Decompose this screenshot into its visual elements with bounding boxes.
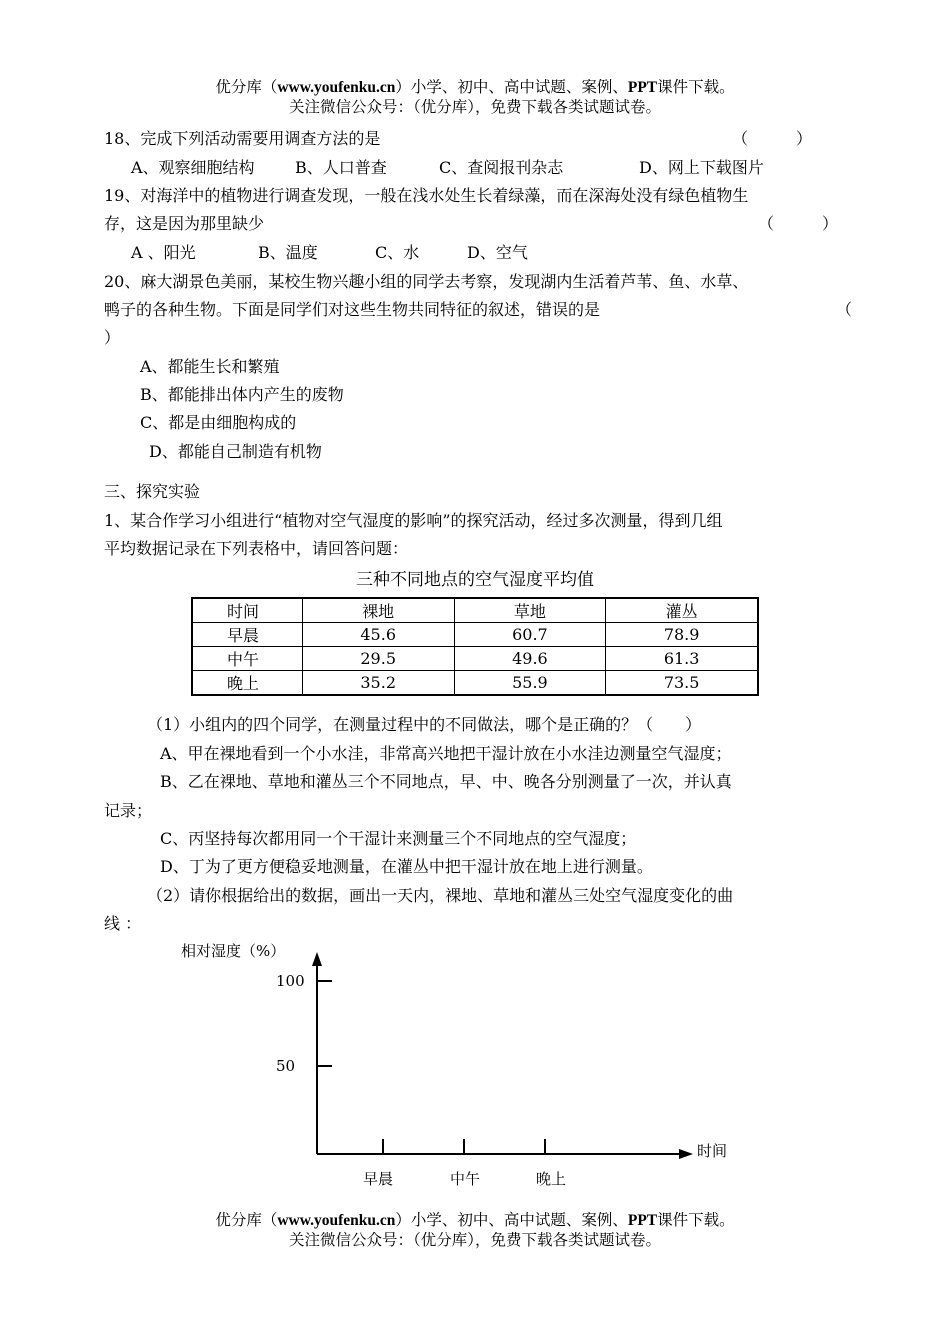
sub1-stem: （1）小组内的四个同学，在测量过程中的不同做法，哪个是正确的？（ ） — [147, 715, 702, 734]
q18-option-a: A、观察细胞结构 — [131, 158, 255, 177]
footer-site-link[interactable]: www.youfenku.cn — [277, 1212, 396, 1229]
table-cell: 29.5 — [302, 647, 454, 671]
q20-paren-open: （ — [836, 300, 853, 319]
q18-option-c: C、查阅报刊杂志 — [439, 158, 564, 177]
q20-paren-close: ） — [104, 328, 121, 347]
table-cell: 73.5 — [606, 671, 758, 696]
table-header-cell: 灌丛 — [606, 598, 758, 623]
q18-stem: 18、完成下列活动需要用调查方法的是 — [104, 129, 381, 148]
q20-option-b: B、都能排出体内产生的废物 — [140, 385, 344, 404]
q18-answer-paren: （ ） — [732, 129, 813, 148]
sub1-option-b-line-1: B、乙在裸地、草地和灌丛三个不同地点，早、中、晚各分别测量了一次，并认真 — [160, 772, 732, 791]
table-caption: 三种不同地点的空气湿度平均值 — [356, 570, 594, 590]
table-header-cell: 草地 — [454, 598, 606, 623]
x-tick-label-morning: 早晨 — [363, 1170, 394, 1188]
experiment-intro-1: 1、某合作学习小组进行“植物对空气湿度的影响”的探究活动，经过多次测量，得到几组 — [104, 511, 723, 530]
table-cell: 45.6 — [302, 623, 454, 647]
q19-line-1: 19、对海洋中的植物进行调查发现，一般在浅水处生长着绿藻，而在深海处没有绿色植物生 — [104, 186, 749, 205]
graph-y-label: 相对湿度（%） — [181, 942, 286, 960]
x-axis-arrow — [679, 1149, 693, 1159]
q18-option-b: B、人口普查 — [295, 158, 387, 177]
q19-option-c: C、水 — [375, 243, 420, 262]
q18-option-d: D、网上下载图片 — [639, 158, 764, 177]
q20-line-2: 鸭子的各种生物。下面是同学们对这些生物共同特征的叙述，错误的是 — [104, 300, 601, 319]
table-cell: 35.2 — [302, 671, 454, 696]
x-tick-label-noon: 中午 — [450, 1170, 481, 1188]
footer-line-2: 关注微信公众号：（优分库），免费下载各类试题试卷。 — [288, 1231, 661, 1249]
q20-line-1: 20、麻大湖景色美丽，某校生物兴趣小组的同学去考察，发现湖内生活着芦苇、鱼、水草、 — [104, 272, 749, 291]
q20-option-d: D、都能自己制造有机物 — [149, 442, 322, 461]
table-header-cell: 时间 — [192, 598, 302, 623]
graph-x-label: 时间 — [697, 1142, 728, 1160]
q19-line-2: 存，这是因为那里缺少 — [104, 214, 265, 233]
x-tick-label-evening: 晚上 — [536, 1170, 567, 1188]
y-tick-label-50: 50 — [276, 1057, 296, 1075]
header-line-1: 优分库（www.youfenku.cn）小学、初中、高中试题、案例、PPT课件下载。 — [215, 78, 735, 96]
sub1-option-c: C、丙坚持每次都用同一个干湿计来测量三个不同地点的空气湿度； — [160, 829, 637, 848]
section-title: 三、探究实验 — [104, 482, 201, 501]
sub1-option-a: A、甲在裸地看到一个小水洼，非常高兴地把干湿计放在小水洼边测量空气湿度； — [160, 744, 732, 763]
sub1-option-b-line-2: 记录； — [104, 801, 153, 820]
header-line-2: 关注微信公众号：（优分库），免费下载各类试题试卷。 — [288, 98, 661, 116]
sub2-line-1: （2）请你根据给出的数据，画出一天内，裸地、草地和灌丛三处空气湿度变化的曲 — [147, 886, 734, 905]
sub2-line-2: 线 ： — [104, 914, 142, 933]
table-cell: 61.3 — [606, 647, 758, 671]
table-header-cell: 裸地 — [302, 598, 454, 623]
q19-answer-paren: （ ） — [758, 214, 839, 233]
experiment-intro-2: 平均数据记录在下列表格中，请回答问题： — [104, 539, 409, 558]
table-cell: 55.9 — [454, 671, 606, 696]
y-axis-arrow — [312, 952, 322, 966]
site-link[interactable]: www.youfenku.cn — [277, 79, 396, 96]
footer-line-1: 优分库（www.youfenku.cn）小学、初中、高中试题、案例、PPT课件下载。 — [215, 1211, 735, 1229]
q19-option-a: A 、阳光 — [131, 243, 196, 262]
table-cell: 早晨 — [192, 623, 302, 647]
table-cell: 60.7 — [454, 623, 606, 647]
q20-option-a: A、都能生长和繁殖 — [140, 357, 280, 376]
sub1-option-d: D、丁为了更方便稳妥地测量，在灌丛中把干湿计放在地上进行测量。 — [160, 857, 653, 876]
table-cell: 晚上 — [192, 671, 302, 696]
table-cell: 49.6 — [454, 647, 606, 671]
y-tick-label-100: 100 — [276, 972, 305, 990]
table-cell: 中午 — [192, 647, 302, 671]
q19-option-d: D、空气 — [467, 243, 528, 262]
q20-option-c: C、都是由细胞构成的 — [140, 413, 297, 432]
table-cell: 78.9 — [606, 623, 758, 647]
q19-option-b: B、温度 — [258, 243, 318, 262]
